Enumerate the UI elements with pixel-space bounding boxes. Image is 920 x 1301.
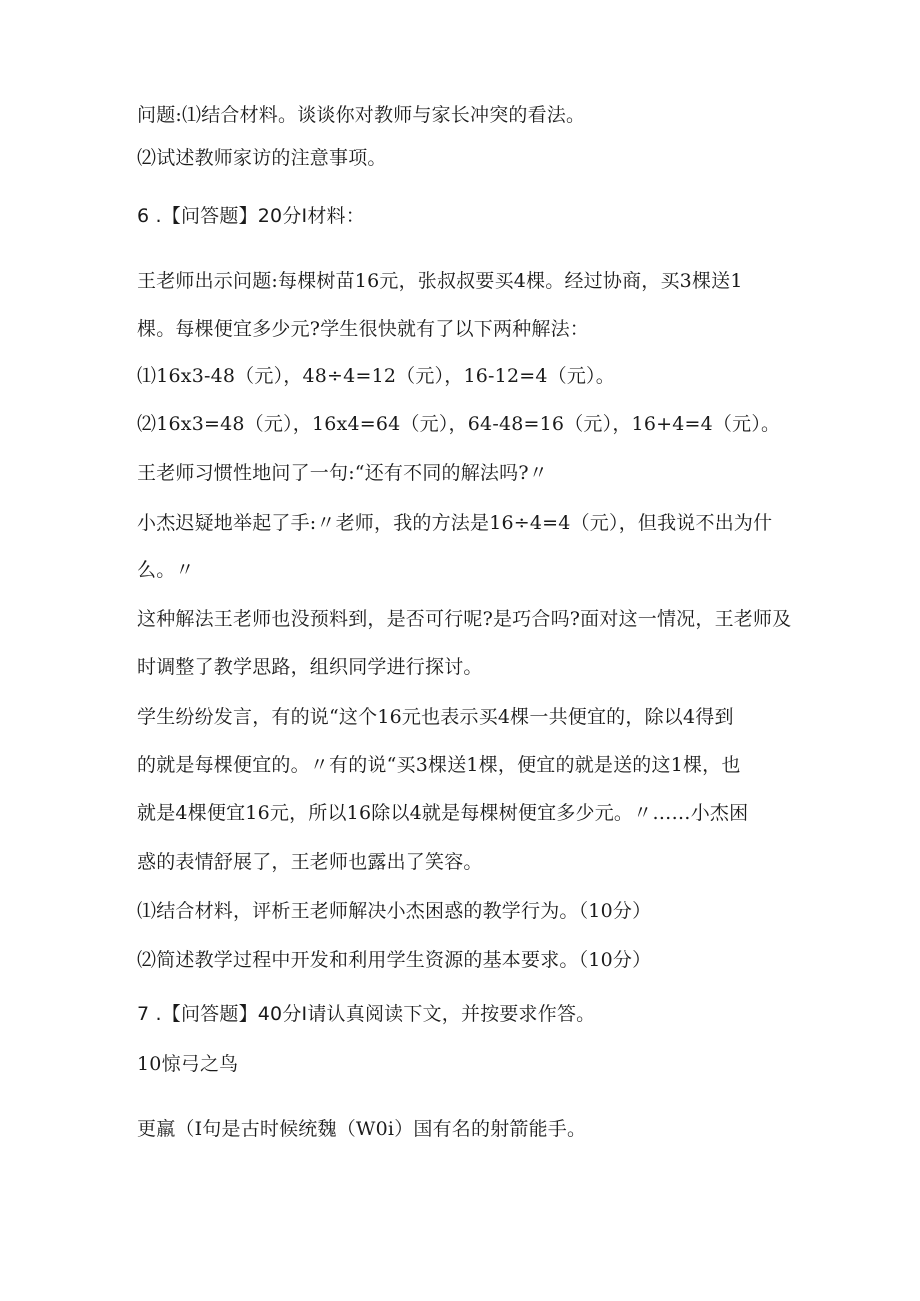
material-paragraph-line: 的就是每棵便宜的。〃有的说“买3棵送1棵，便宜的就是送的这1棵，也 [137,754,741,776]
material-paragraph-line: 王老师习惯性地问了一句:“还有不同的解法吗?〃 [137,462,548,484]
question-5-prompt-1: 问题:⑴结合材料。谈谈你对教师与家长冲突的看法。 [137,104,586,126]
material-paragraph-line: 小杰迟疑地举起了手:〃老师，我的方法是16÷4=4（元），但我说不出为什 [137,512,773,534]
material-paragraph-line: 这种解法王老师也没预料到，是否可行呢?是巧合吗?面对这一情况，王老师及 [137,608,792,630]
question-6-heading: 6 .【问答题】20分I材料： [137,205,365,227]
passage-first-line: 更羸（I句是古时候统魏（W0i）国有名的射箭能手。 [137,1118,587,1140]
passage-title: 10惊弓之鸟 [137,1053,239,1075]
solution-1: ⑴16x3-48（元），48÷4=12（元），16-12=4（元）。 [137,365,615,387]
question-5-prompt-2: ⑵试述教师家访的注意事项。 [137,147,387,169]
question-6-subquestion-2: ⑵简述教学过程中开发和利用学生资源的基本要求。（10分） [137,949,652,971]
material-paragraph-line: 么。〃 [137,559,195,581]
solution-2: ⑵16x3=48（元），16x4=64（元），64-48=16（元），16+4=4（元）。 [137,413,781,435]
material-paragraph-line: 棵。每棵便宜多少元?学生很快就有了以下两种解法： [137,318,589,340]
material-paragraph-line: 王老师出示问题:每棵树苗16元，张叔叔要买4棵。经过协商，买3棵送1 [137,270,743,292]
question-7-heading: 7 .【问答题】40分I请认真阅读下文，并按要求作答。 [137,1003,596,1025]
material-paragraph-line: 就是4棵便宜16元，所以16除以4就是每棵树便宜多少元。〃……小杰困 [137,802,749,824]
question-6-subquestion-1: ⑴结合材料，评析王老师解决小杰困惑的教学行为。（10分） [137,900,652,922]
material-paragraph-line: 时调整了教学思路，组织同学进行探讨。 [137,656,483,678]
material-paragraph-line: 惑的表情舒展了，王老师也露出了笑容。 [137,851,483,873]
material-paragraph-line: 学生纷纷发言，有的说“这个16元也表示买4棵一共便宜的，除以4得到 [137,706,734,728]
